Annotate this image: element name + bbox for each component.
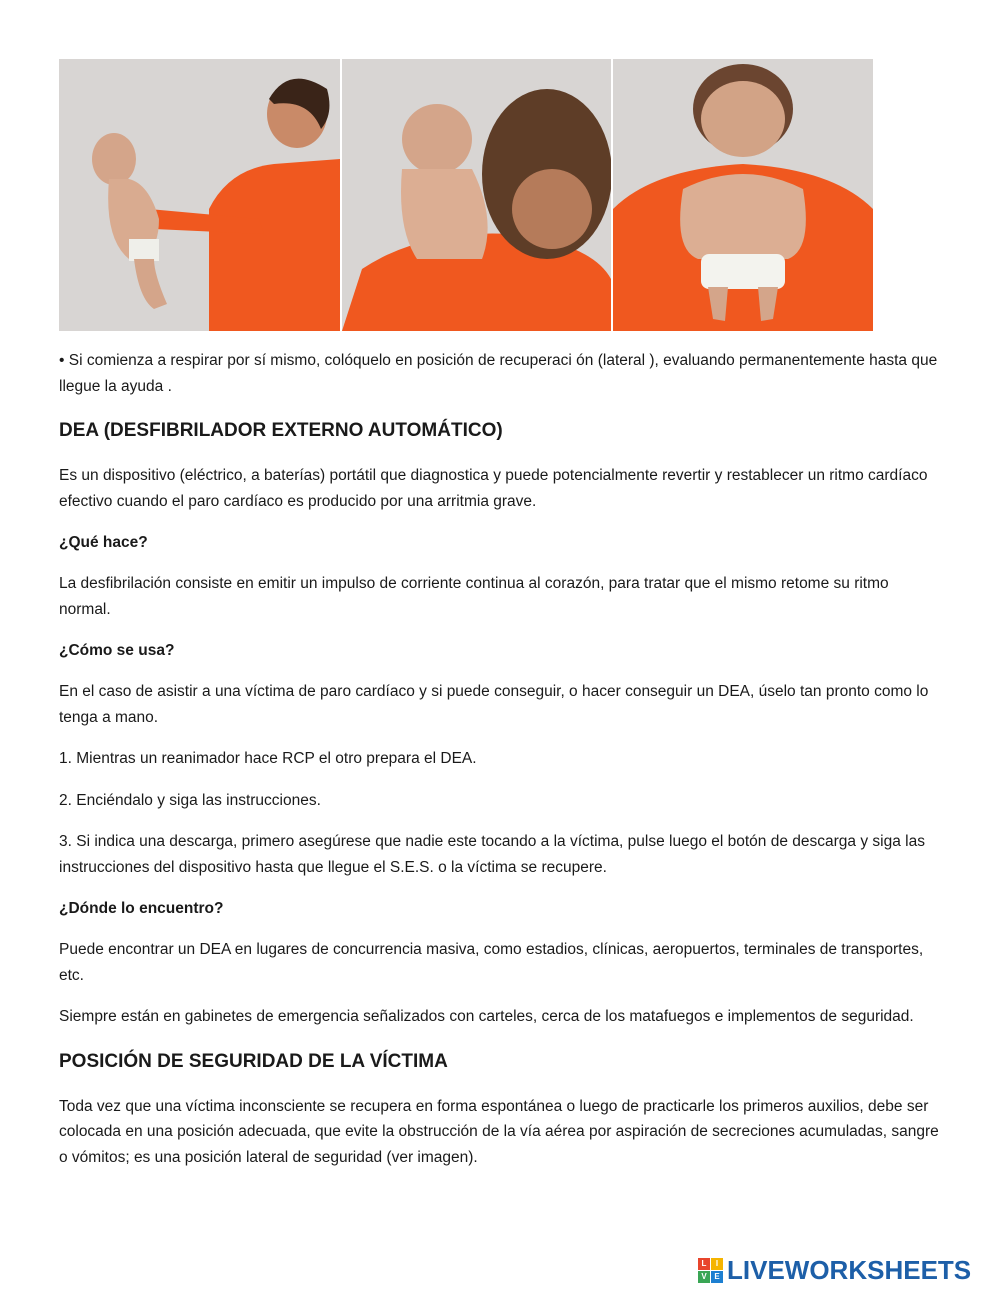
dea-description: Es un dispositivo (eléctrico, a baterías) portátil que diagnostica y puede potencialmente revertir y restablecer un ritmo cardíaco efectivo cuando el paro cardíaco es producido por una arritmia grave. (59, 467, 928, 510)
where-text-2: Siempre están en gabinetes de emergencia señalizados con carteles, cerca de los matafuegos e implementos de seguridad. (59, 1008, 914, 1025)
step-2: 2. Enciéndalo y siga las instrucciones. (59, 791, 321, 809)
step-1: 1. Mientras un reanimador hace RCP el otro prepara el DEA. (59, 750, 477, 767)
photo-infant-front-hold (613, 59, 873, 331)
photo-infant-rescuer-side-view (59, 59, 340, 331)
liveworksheets-logo[interactable] (698, 1255, 994, 1285)
position-title: POSICIÓN DE SEGURIDAD DE LA VÍCTIMA (59, 1050, 448, 1072)
logo-block-l: L (698, 1258, 710, 1270)
step-3: 3. Si indica una descarga, primero asegúrese que nadie este tocando a la víctima, pulse luego el botón de descarga y siga las instrucciones del dispositivo hasta que llegue el S.E.S. o la víctima se recupere. (59, 833, 925, 876)
document-body (59, 348, 939, 1186)
logo-block-v: V (698, 1271, 710, 1283)
position-text: Toda vez que una víctima inconsciente se recupera en forma espontánea o luego de practicarle los primeros auxilios, debe ser colocada en una posición adecuada, que evite la obstrucción de la vía aérea por aspiración de secreciones acumuladas, sangre o vómitos; es una posición lateral de seguridad (ver imagen). (59, 1097, 939, 1166)
what-text: La desfibrilación consiste en emitir un impulso de corriente continua al corazón, para tratar que el mismo retome su ritmo normal. (59, 575, 889, 618)
photo-strip (59, 59, 873, 331)
what-heading: ¿Qué hace? (59, 534, 148, 551)
dea-title: DEA (DESFIBRILADOR EXTERNO AUTOMÁTICO) (59, 420, 503, 441)
where-heading: ¿Dónde lo encuentro? (59, 900, 224, 917)
how-heading: ¿Cómo se usa? (59, 642, 175, 659)
logo-block-e: E (711, 1271, 723, 1283)
brand-name: LIVEWORKSHEETS (727, 1254, 972, 1285)
logo-block-i: I (711, 1258, 723, 1270)
where-text-1: Puede encontrar un DEA en lugares de concurrencia masiva, como estadios, clínicas, aeropuertos, terminales de transportes, etc. (59, 941, 924, 984)
how-text: En el caso de asistir a una víctima de paro cardíaco y si puede conseguir, o hacer conseguir un DEA, úselo tan pronto como lo tenga a mano. (59, 683, 929, 726)
logo-blocks-icon (698, 1258, 723, 1283)
photo-infant-over-shoulder (342, 59, 611, 331)
intro-paragraph: • Si comienza a respirar por sí mismo, colóquelo en posición de recuperaci ón (lateral ), evaluando permanentemente hasta que llegue la ayuda . (59, 352, 938, 395)
